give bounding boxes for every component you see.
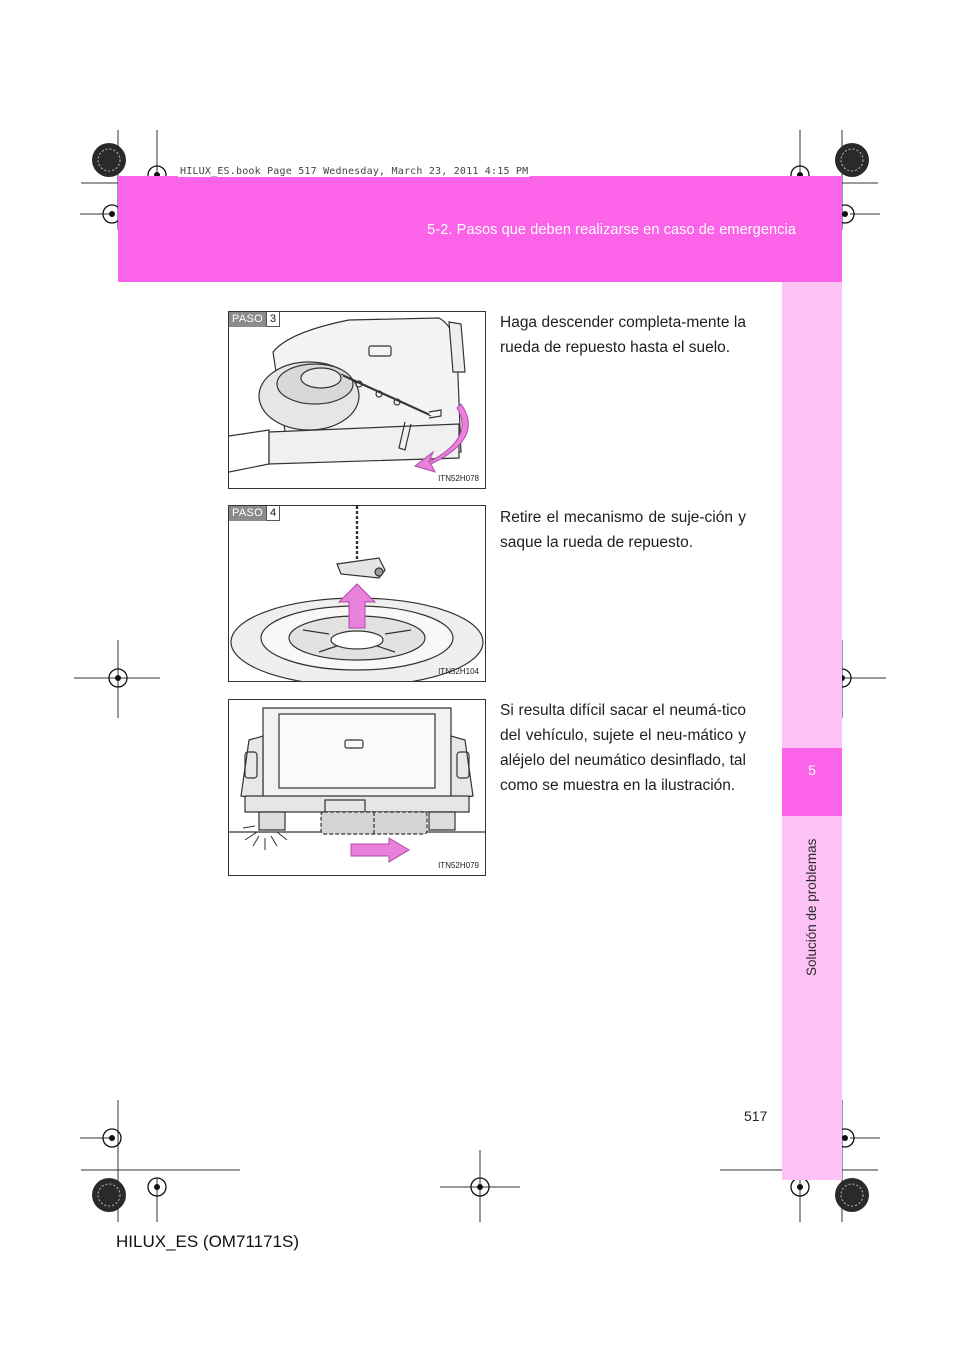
side-tab [782, 282, 842, 1180]
remove-hanger-illustration [229, 506, 485, 681]
pull-tire-illustration [229, 700, 485, 875]
section-title: 5-2. Pasos que deben realizarse en caso de emergencia [427, 222, 796, 238]
pull-tire-text: Si resulta difícil sacar el neumá-tico del vehículo, sujete el neu-mático y aléjelo del neumático desinflado, tal como se muestra en la ilustración. [500, 702, 746, 794]
page-number: 517 [744, 1108, 768, 1124]
chapter-number: 5 [808, 762, 816, 778]
footer-model-code: HILUX_ES (OM71171S) [116, 1232, 299, 1251]
book-stamp: HILUX_ES.book Page 517 Wednesday, March 23, 2011 4:15 PM [180, 166, 529, 177]
figure-step-4 [228, 505, 486, 682]
step-3-text: Haga descender completa-mente la rueda de repuesto hasta el suelo. [500, 314, 746, 356]
step-4-text: Retire el mecanismo de suje-ción y saque la rueda de repuesto. [500, 509, 746, 551]
figure-code: ITN52H079 [438, 861, 479, 870]
step-badge: PASO 4 [229, 506, 280, 521]
section-header-band [118, 176, 842, 282]
step-badge: PASO 3 [229, 312, 280, 327]
figure-code: ITN52H104 [438, 667, 479, 676]
chapter-tab [782, 748, 842, 816]
spare-tire-lowering-illustration [229, 312, 485, 488]
figure-code: ITN52H078 [438, 474, 479, 483]
chapter-title: Solución de problemas [804, 838, 819, 976]
figure-step-3 [228, 311, 486, 489]
figure-pull-tire [228, 699, 486, 876]
